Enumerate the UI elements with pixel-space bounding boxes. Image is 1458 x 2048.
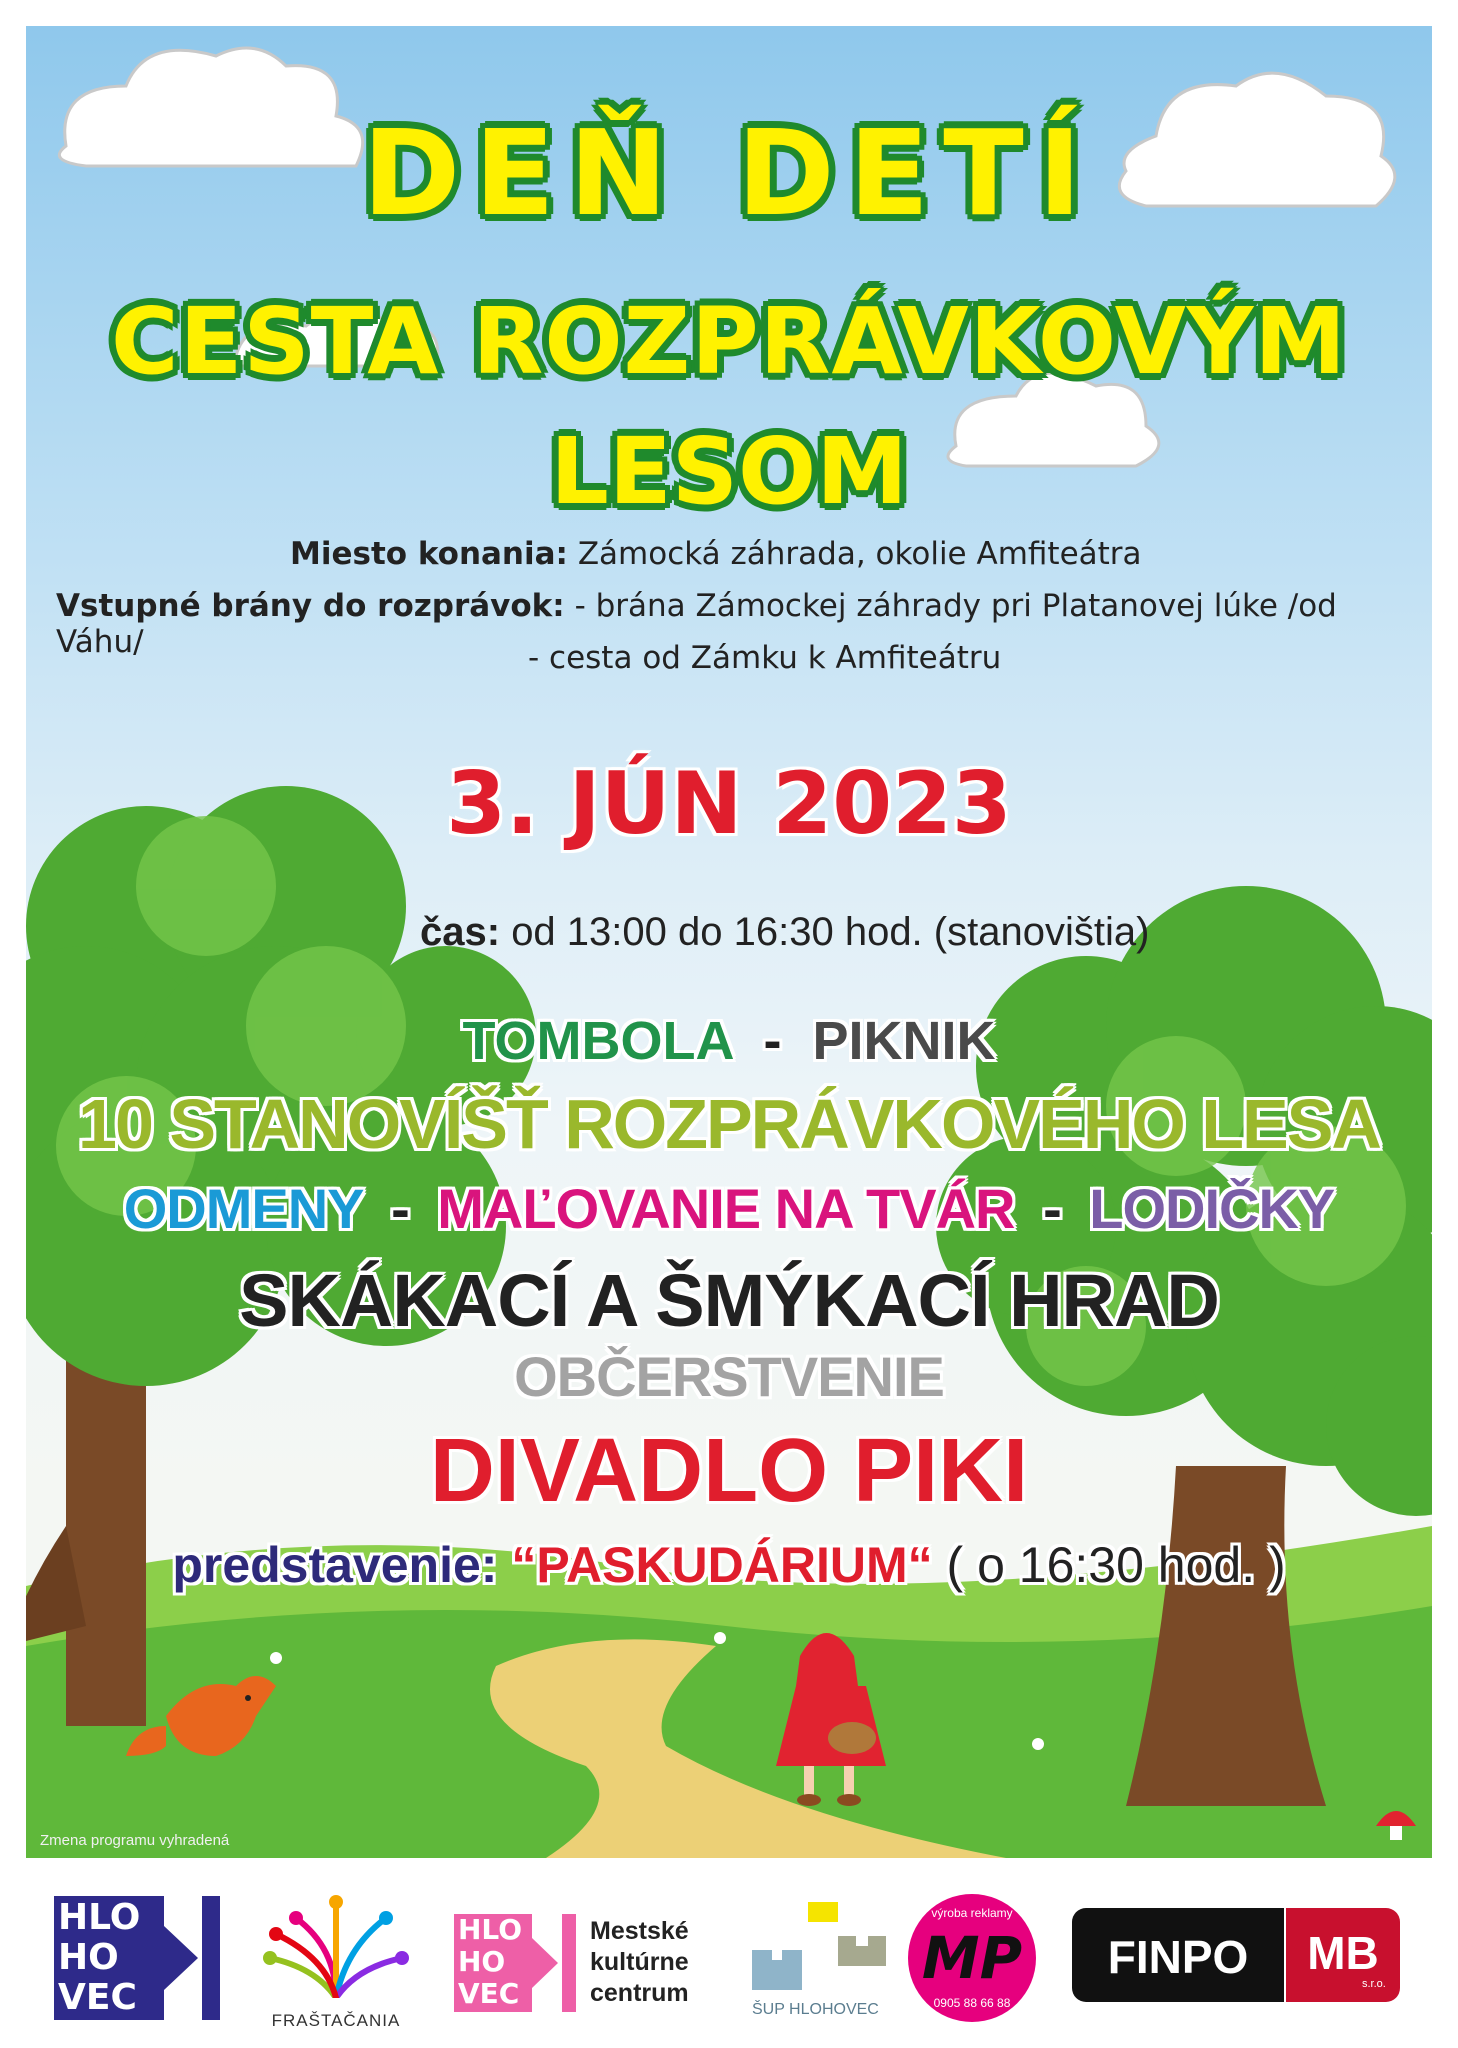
row-tombola-piknik [26, 1010, 1432, 1072]
title-line-1: DEŇ DETÍ [362, 104, 1096, 242]
hlohovec-line-2: HO [58, 1937, 119, 1978]
predstavenie-time: ( o 16:30 hod. ) [946, 1537, 1286, 1593]
gate-1: - brána Zámockej záhrady pri Platanovej lúke /od Váhu/ [56, 588, 1337, 660]
sup-hlohovec-logo [752, 1900, 892, 2020]
frastacania-tree-icon [256, 1888, 416, 1998]
mp-arc-text: výroba reklamy [931, 1906, 1013, 1920]
venue-label: Miesto konania: [290, 536, 568, 572]
divadlo-text: DIVADLO PIKI [429, 1421, 1029, 1521]
hlohovec-line-3: VEC [58, 1977, 137, 2018]
hlohovec-line-1: HLO [58, 1897, 141, 1938]
program-note: Zmena programu vyhradená [40, 1832, 230, 1849]
predstavenie-label: predstavenie: [172, 1537, 498, 1593]
sponsor-footer [0, 1858, 1458, 2048]
hrad-text: SKÁKACÍ A ŠMÝKACÍ HRAD [239, 1259, 1219, 1342]
hlohovec-logo [54, 1896, 224, 2020]
mkc-line-1: HLO [458, 1913, 523, 1946]
mp-letters: MP [921, 1924, 1023, 1992]
time-line [420, 910, 1149, 955]
title-line-3: LESOM [550, 418, 908, 525]
stations-text: 10 STANOVÍŠŤ ROZPRÁVKOVÉHO LESA [78, 1085, 1380, 1163]
obcerstvenie-text: OBČERSTVENIE [514, 1345, 944, 1408]
frastacania-logo [256, 1888, 416, 2028]
separator: - [391, 1177, 409, 1240]
mp-reklama-logo [908, 1894, 1038, 2024]
separator: - [763, 1011, 782, 1071]
sup-hlohovec-name: ŠUP HLOHOVEC [752, 2001, 879, 2018]
mkc-text-3: centrum [590, 1979, 689, 2007]
mkc-logo [454, 1914, 734, 2014]
predstavenie-line [26, 1536, 1432, 1594]
mp-phone: 0905 88 66 88 [933, 1996, 1011, 2010]
mb-text: MB [1307, 1927, 1379, 1979]
event-date: 3. JÚN 2023 [446, 754, 1012, 854]
mkc-line-3: VEC [458, 1977, 520, 2010]
title-line-2: CESTA ROZPRÁVKOVÝM [111, 288, 1347, 395]
time-value: od 13:00 do 16:30 hod. (stanovištia) [511, 910, 1150, 954]
finpo-mb-logo [1072, 1908, 1402, 2004]
tombola-text: TOMBOLA [462, 1011, 733, 1071]
piknik-text: PIKNIK [812, 1011, 996, 1071]
predstavenie-name: “PASKUDÁRIUM“ [511, 1537, 933, 1593]
row-odmeny-malovanie-lodicky [26, 1176, 1432, 1241]
mkc-line-2: HO [458, 1945, 506, 1978]
separator: - [1043, 1177, 1061, 1240]
hlohovec-arrow-icon [164, 1896, 224, 2020]
mkc-text-2: kultúrne [590, 1948, 689, 1976]
odmeny-text: ODMENY [123, 1177, 363, 1240]
malovanie-text: MAĽOVANIE NA TVÁR [437, 1177, 1015, 1240]
frastacania-name: FRAŠTAČANIA [271, 2011, 401, 2030]
venue-value: Zámocká záhrada, okolie Amfiteátra [577, 536, 1142, 572]
mkc-arrow-icon [532, 1914, 578, 2012]
finpo-text: FINPO [1107, 1931, 1249, 1983]
venue-line [290, 536, 1142, 572]
time-label: čas: [420, 910, 501, 954]
lodicky-text: LODIČKY [1089, 1177, 1335, 1240]
mkc-text-1: Mestské [590, 1917, 689, 1945]
gates-label: Vstupné brány do rozprávok: [56, 588, 565, 624]
sup-hlohovec-icon [752, 1900, 892, 1990]
mb-sub: s.r.o. [1362, 1978, 1386, 1990]
poster [26, 26, 1432, 1858]
gate-2: - cesta od Zámku k Amfiteátru [528, 640, 1002, 676]
